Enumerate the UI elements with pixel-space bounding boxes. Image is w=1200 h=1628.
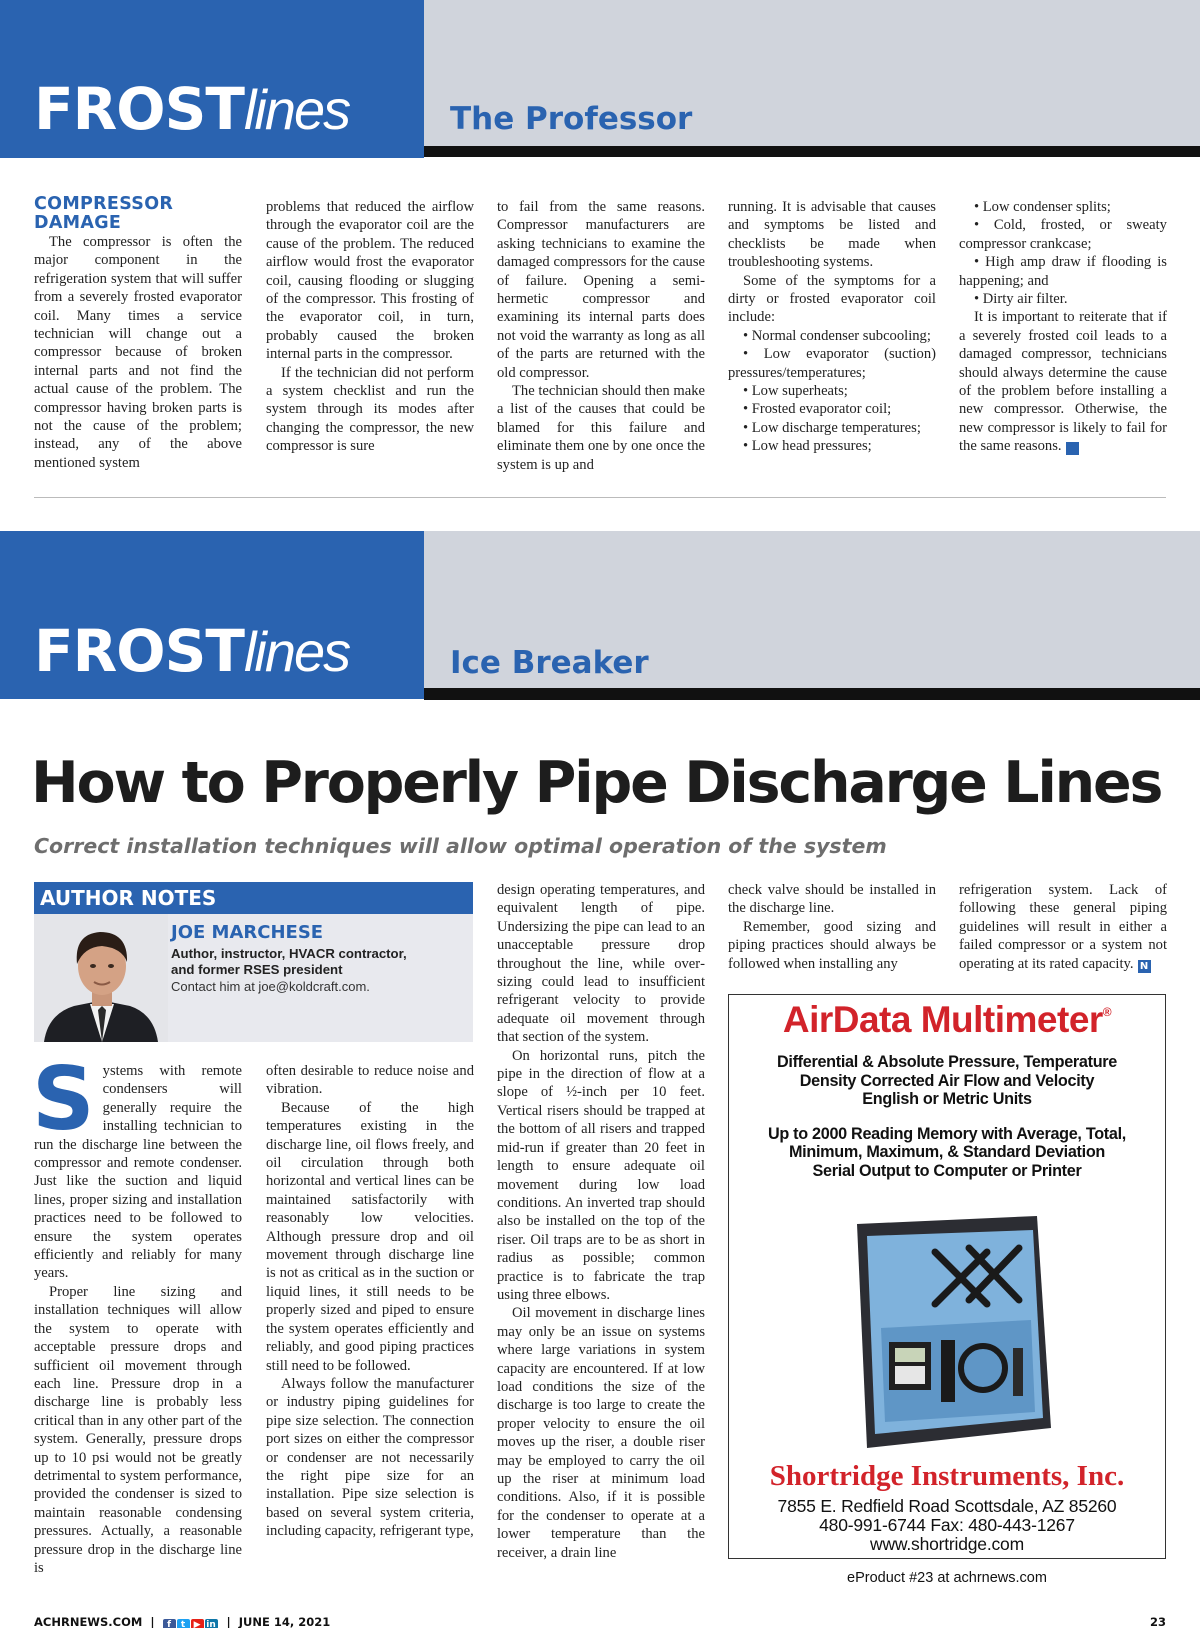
paragraph: design operating temperatures, and equivalent length of pipe. Undersizing the pipe can lead to an unacceptable pressure drop throughout the line, while oversizing could lead to insufficient refrigerant velocity to provide adequate oil movement through that section of the system. — [497, 882, 705, 1046]
ad-feature-line: Density Corrected Air Flow and Velocity — [799, 1071, 1095, 1090]
department-title: Ice Breaker — [450, 645, 649, 681]
list-item: • Low superheats; — [743, 383, 848, 399]
ad-eproduct-link[interactable]: eProduct #23 at achrnews.com — [847, 1570, 1047, 1586]
footer-separator: | — [226, 1615, 231, 1628]
ad-features-secondary — [729, 1125, 1165, 1181]
advertisement[interactable] — [728, 994, 1166, 1586]
paragraph: On horizontal runs, pitch the pipe in the direction of flow at a slope of ½-inch per 10 feet. Vertical risers should be trapped at the bottom of all risers and trapped mid-run if greater than 20 feet in length to ensure adequate oil movement during low load conditions. An inverted trap should also be installed on the top of the riser. Oil traps are to be as short in radius as possible; common practice is to fabricate the trap using three elbows. — [497, 1047, 705, 1303]
footer-date: JUNE 14, 2021 — [238, 1615, 331, 1628]
paragraph: check valve should be installed in the discharge line. — [728, 882, 936, 917]
end-of-article-icon: N — [1066, 442, 1079, 455]
list-item: • Low head pressures; — [743, 438, 872, 454]
ad-feature-line: Differential & Absolute Pressure, Temperature — [776, 1053, 1118, 1071]
list-item: • High amp draw if flooding is happening; and — [959, 254, 1167, 288]
frostlines-logo: FROSTlines — [34, 617, 350, 685]
professor-column-4 — [728, 198, 936, 456]
paragraph: Remember, good sizing and piping practices should always be followed when installing any — [728, 918, 936, 972]
paragraph: ystems with remote condensers will generally require the installing technician to run the discharge line between the compressor and remote condenser. Just like the suction and liquid lines, proper sizing and installation practices need to be followed to ensure the system operates efficiently and reliably for many years. — [34, 1063, 242, 1282]
list-item: • Low condenser splits; — [974, 199, 1111, 215]
linkedin-icon[interactable]: in — [205, 1619, 218, 1628]
department-title: The Professor — [450, 101, 693, 137]
ad-feature-line: Minimum, Maximum, & Standard Deviation — [789, 1143, 1105, 1161]
paragraph: It is important to reiterate that if a severely frosted coil leads to a damaged compressor, technicians should always determine the cause of the problem before installing a new compressor. Otherwise, the new compressor is likely to fail for the same reasons. — [959, 309, 1167, 455]
paragraph: Oil movement in discharge lines may only be an issue on systems where large variations in system capacity are encountered. If at low load conditions the size of the discharge is too large to create the proper velocity to ensure the oil moves up the riser, a double riser may be employed to carry the oil up the riser at minimum load conditions. Also, if it is possible for the condenser to operate at a lower temperature than the receiver, a drain line — [497, 1305, 705, 1561]
facebook-icon[interactable]: f — [163, 1619, 176, 1628]
ad-company-name: Shortridge Instruments, Inc. — [769, 1460, 1125, 1492]
symptom-list — [728, 327, 936, 456]
ad-features-primary — [729, 1053, 1165, 1109]
professor-column-5 — [959, 198, 1167, 456]
article-column-2 — [266, 1062, 474, 1541]
page-footer — [34, 1615, 1166, 1628]
paragraph: to fail from the same reasons. Compressor manufacturers are asking technicians to examine the damaged compressors for the cause of failure. Opening a semi-hermetic compressor and examining its internal parts does not void the warranty as long as all of the parts are returned with the old compressor. — [497, 199, 705, 381]
twitter-icon[interactable]: t — [177, 1619, 190, 1628]
article-column-1 — [32, 1048, 242, 1577]
author-photo — [34, 914, 168, 1042]
paragraph: Because of the high temperatures existing in the discharge line, oil flows freely, and oil circulation through both horizontal and vertical lines can be maintained satisfactorily with reasonably low velocities. Although pressure drop and oil movement through discharge line is not as critical as in the suction or liquid lines, it still needs to be properly sized and piped to ensure the system operates efficiently and reliably, and good piping practices still need to be followed. — [266, 1099, 474, 1374]
list-item: • Low evaporator (suction) pressures/temperatures; — [728, 346, 936, 380]
author-bio-line: and former RSES president — [171, 962, 343, 977]
frostlines-logo: FROSTlines — [34, 75, 350, 143]
paragraph: Proper line sizing and installation techniques will allow the system to operate with acceptable pressure drops and sufficient oil movement through each line. Pressure drop in a discharge line is probably less critical than in any other part of the system. Generally, pressure drops up to 10 psi would not be greatly detrimental to system performance, provided the condenser is sized to maintain reasonable condensing pressures. Actually, a reasonable pressure drop in the discharge line is — [34, 1283, 242, 1576]
drop-cap: S — [32, 1048, 95, 1150]
paragraph: Always follow the manufacturer or industry piping guidelines for pipe size selection. The connection port sizes on either the compressor or condenser are not necessarily the right pipe size for an installation. Pipe size selection is based on several system criteria, including capacity, refrigerant type, — [266, 1375, 474, 1540]
author-notes-box — [34, 882, 473, 1042]
paragraph: If the technician did not perform a system checklist and run the system through its modes after changing the compressor, the new compressor is sure — [266, 364, 474, 455]
article-subhead: Correct installation techniques will allow optimal operation of the system — [34, 834, 887, 858]
paragraph: often desirable to reduce noise and vibration. — [266, 1063, 474, 1098]
list-item: • Frosted evaporator coil; — [743, 401, 891, 417]
author-bio-line: Author, instructor, HVACR contractor, — [171, 946, 407, 961]
ad-address-line: 7855 E. Redfield Road Scottsdale, AZ 85260 — [777, 1496, 1117, 1516]
youtube-icon[interactable]: ▶ — [191, 1619, 204, 1628]
author-name: JOE MARCHESE — [171, 922, 324, 943]
footer-site[interactable]: ACHRNEWS.COM — [34, 1615, 143, 1628]
ad-feature-line: Up to 2000 Reading Memory with Average, Total, — [768, 1124, 1126, 1143]
multimeter-case-image — [837, 1208, 1057, 1456]
banner-rule — [424, 688, 1200, 700]
author-notes-label: AUTHOR NOTES — [34, 882, 473, 914]
article-column-3 — [497, 881, 705, 1562]
ad-feature-line: English or Metric Units — [862, 1090, 1032, 1108]
list-item: • Cold, frosted, or sweaty compressor crankcase; — [959, 217, 1167, 251]
list-item: • Dirty air filter. — [974, 291, 1067, 307]
professor-column-3 — [497, 198, 705, 474]
paragraph: running. It is advisable that causes and symptoms be listed and checklists be made when troubleshooting systems. — [728, 199, 936, 271]
ad-address — [729, 1497, 1165, 1554]
paragraph: refrigeration system. Lack of following these general piping guidelines will result in either a failed compressor or a system not operating at its rated capacity. — [959, 882, 1167, 972]
paragraph: Some of the symptoms for a dirty or frosted evaporator coil include: — [728, 272, 936, 326]
banner-rule — [424, 146, 1200, 157]
article-column-4 — [728, 881, 936, 973]
ad-website-link[interactable]: www.shortridge.com — [870, 1534, 1024, 1554]
author-bio — [171, 946, 407, 978]
paragraph: The compressor is often the major component in the refrigeration system that will suffer from a severely frosted evaporator coil. Many times a service technician will change out a compressor because of broken internal parts and not find the actual cause of the problem. The compressor having broken parts is not the cause of the problem; instead, any of the above mentioned system — [34, 234, 242, 471]
article-headline: How to Properly Pipe Discharge Lines — [31, 750, 1162, 816]
ad-title: AirData Multimeter® — [782, 999, 1112, 1040]
section-heading: COMPRESSOR DAMAGE — [34, 194, 174, 233]
professor-column-2 — [266, 198, 474, 456]
author-contact: Contact him at joe@koldcraft.com. — [171, 979, 370, 994]
section-divider — [34, 497, 1166, 498]
list-item: • Normal condenser subcooling; — [743, 328, 931, 344]
footer-separator: | — [150, 1615, 155, 1628]
professor-column-1 — [34, 195, 242, 472]
paragraph: problems that reduced the airflow through the evaporator coil are the cause of the problem. The reduced airflow would frost the evaporator coil, causing flooding or slugging of the compressor. This frosting of the evaporator coil, in turn, probably caused the broken internal parts in the compressor. — [266, 199, 474, 363]
list-item: • Low discharge temperatures; — [743, 420, 921, 436]
end-of-article-icon: N — [1138, 960, 1151, 973]
article-column-5 — [959, 881, 1167, 973]
ad-phone-line: 480-991-6744 Fax: 480-443-1267 — [819, 1515, 1075, 1535]
page-number: 23 — [1149, 1615, 1166, 1628]
ad-feature-line: Serial Output to Computer or Printer — [812, 1161, 1082, 1180]
paragraph: The technician should then make a list of the causes that could be blamed for this failure and eliminate them one by one once the system is up and — [497, 383, 705, 473]
